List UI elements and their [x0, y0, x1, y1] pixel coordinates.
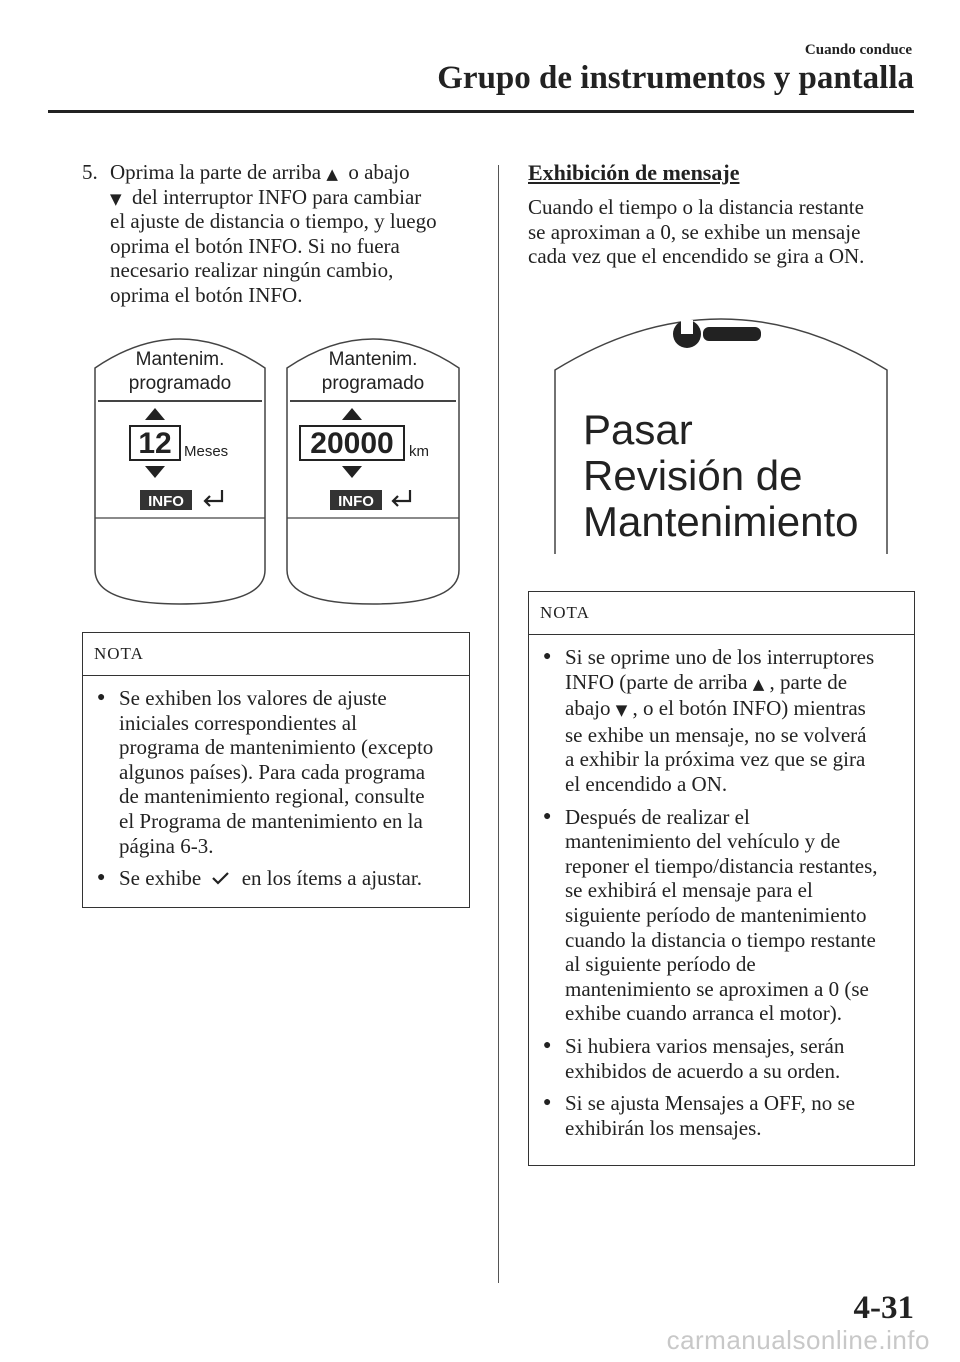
note-heading: NOTA: [83, 633, 469, 676]
message-description: Cuando el tiempo o la distancia restante se aproximan a 0, se exhibe un mensaje cada vez que el encendido se gira a ON.: [528, 195, 865, 269]
checkmark-icon: [206, 870, 236, 886]
note-item: ● Si se ajusta Mensajes a OFF, no se exhibirán los mensajes.: [543, 1091, 855, 1140]
step-text: necesario realizar ningún cambio,: [110, 258, 394, 283]
down-arrow-icon: [145, 466, 165, 478]
up-arrow-icon: [342, 408, 362, 420]
step-text: o abajo: [348, 160, 410, 184]
months-value: 12: [138, 427, 172, 460]
column-divider: [498, 165, 499, 1283]
svg-text:INFO: INFO: [148, 493, 184, 510]
display-months: [94, 332, 266, 606]
header-rule: [48, 110, 914, 113]
display-distance: [286, 332, 460, 606]
display-title: programado: [128, 373, 232, 394]
message-heading: Exhibición de mensaje: [528, 160, 740, 185]
wrench-icon: [673, 320, 761, 348]
step-text: Oprima la parte de arriba: [110, 160, 322, 184]
note-item: ● Si hubiera varios mensajes, serán exhibidos de acuerdo a su orden.: [543, 1033, 845, 1083]
note-box-left: [82, 632, 470, 908]
note-item: ● Después de realizar el mantenimiento del vehículo y de reponer el tiempo/distancia restantes, se exhibirá el mensaje para el siguiente período de mantenimiento cuando la distancia o tiempo restante al siguiente período de mantenimiento se aproximen a 0 (se exhibe cuando arranca el motor).: [543, 804, 878, 1026]
maintenance-message-display: [553, 298, 889, 556]
up-triangle-icon: ▲: [326, 165, 338, 183]
up-arrow-icon: [145, 408, 165, 420]
message-line: Mantenimiento: [583, 498, 859, 545]
message-line: Pasar: [583, 406, 693, 453]
note-box-right: [528, 591, 915, 1166]
step-number: 5.: [82, 160, 98, 184]
display-title: programado: [321, 373, 425, 394]
page-title: Grupo de instrumentos y pantalla: [437, 60, 914, 96]
page-number: 4-31: [853, 1290, 914, 1326]
watermark: carmanualsonline.info: [666, 1325, 930, 1355]
section-label: Cuando conduce: [804, 42, 912, 58]
enter-icon: [393, 490, 410, 506]
down-triangle-icon: ▼: [110, 189, 122, 208]
months-unit: Meses: [184, 443, 229, 460]
up-triangle-icon: ▲: [752, 674, 765, 693]
enter-icon: [205, 490, 222, 506]
distance-value: 20000: [310, 427, 394, 460]
display-title: Mantenim.: [135, 349, 225, 370]
message-line: Revisión de: [583, 452, 803, 499]
svg-text:INFO: INFO: [338, 493, 374, 510]
distance-unit: km: [409, 443, 429, 460]
note-item: ● Si se oprime uno de los interruptores INFO (parte de arriba ▲ , parte de abajo ▼ , o el botón INFO) mientras se exhibe un mensaje, no se volverá a exhibir la próxima vez que se gira el encendido a ON.: [543, 645, 875, 796]
display-title: Mantenim.: [328, 349, 418, 370]
note-item: ● Se exhibe en los ítems a ajustar.: [97, 866, 422, 891]
step-text: del interruptor INFO para cambiar: [132, 184, 422, 209]
note-item: ● Se exhiben los valores de ajuste iniciales correspondientes al programa de mantenimiento (excepto algunos países). Para cada programa de mantenimiento regional, consulte el Programa de mantenimiento en la página 6-3.: [97, 686, 434, 858]
down-triangle-icon: ▼: [615, 701, 628, 720]
step-text: el ajuste de distancia o tiempo, y luego: [110, 209, 437, 234]
down-arrow-icon: [342, 466, 362, 478]
note-heading: NOTA: [529, 592, 914, 635]
step-text: oprima el botón INFO. Si no fuera: [110, 233, 400, 258]
step-text: oprima el botón INFO.: [110, 283, 303, 307]
